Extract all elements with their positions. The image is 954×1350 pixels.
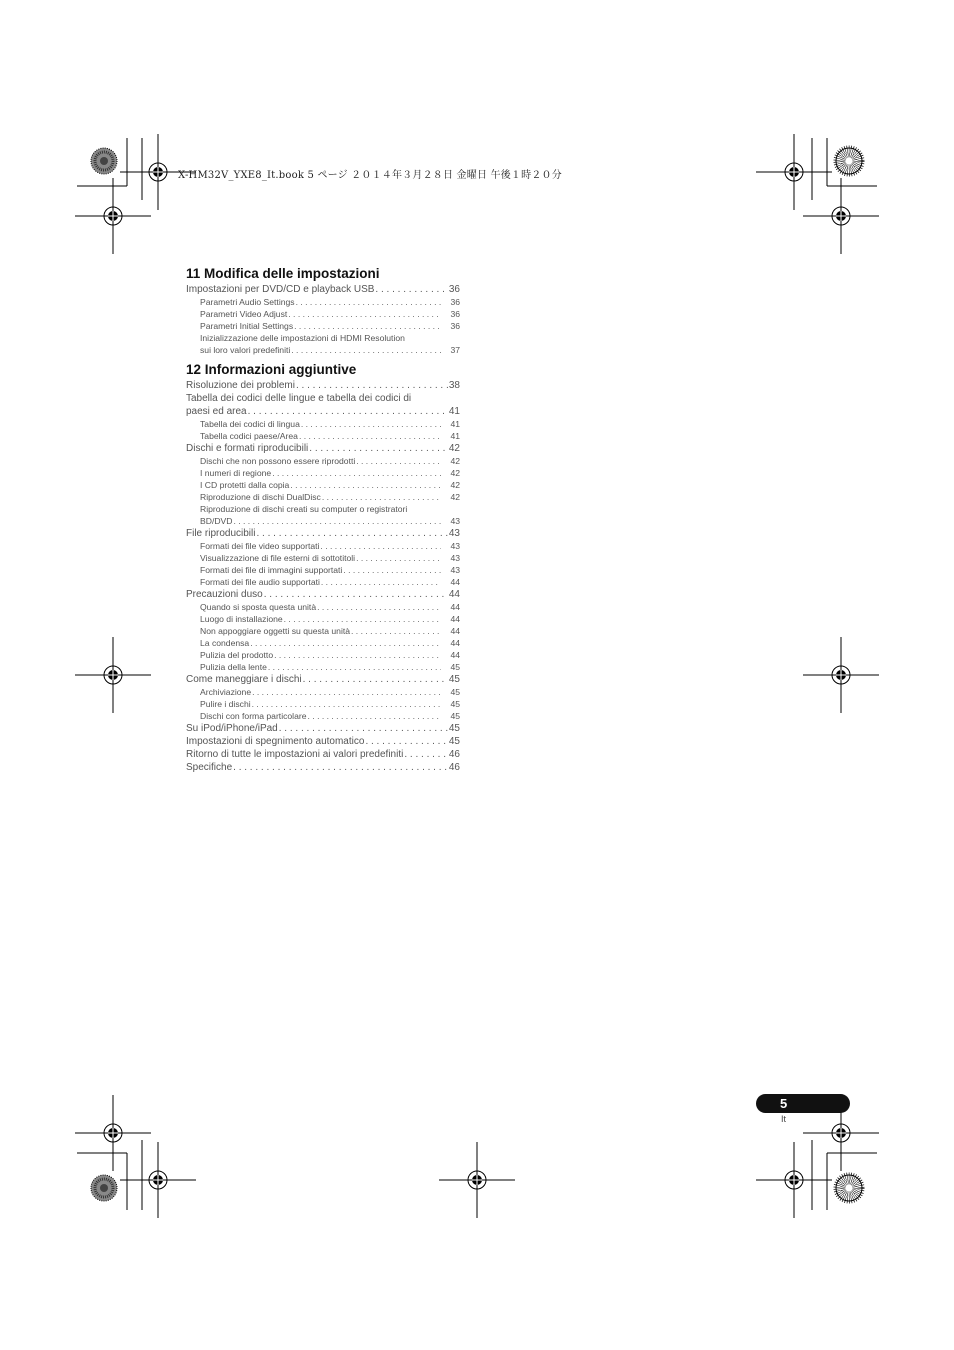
toc-entry-title: Tabella codici paese/Area (200, 431, 298, 441)
dot-leader (264, 588, 448, 601)
toc-entry-page: 45 (448, 723, 460, 734)
toc-entry (186, 527, 460, 540)
toc-entry-title: sui loro valori predefiniti (200, 345, 291, 355)
toc-entry-page: 43 (450, 553, 460, 563)
toc-entry-page: 42 (450, 456, 460, 466)
toc-entry-title: Impostazioni per DVD/CD e playback USB (186, 284, 375, 295)
toc-entry-title: Quando si sposta questa unità (200, 602, 317, 612)
toc-entry (186, 686, 460, 698)
toc-entry-page: 44 (450, 577, 460, 587)
toc-entry (186, 637, 460, 649)
toc-entry-title: Parametri Video Adjust (200, 309, 288, 319)
toc-entry-page: 42 (448, 443, 460, 454)
toc-entry-title: Su iPod/iPhone/iPad (186, 723, 278, 734)
dot-leader (233, 761, 448, 774)
toc-entry-title: paesi ed area (186, 406, 247, 417)
toc-entry-page: 36 (450, 297, 460, 307)
toc-entry (186, 673, 460, 686)
toc-entry-page: 41 (448, 406, 460, 417)
dot-leader (250, 637, 441, 649)
toc-entry (186, 540, 460, 552)
dot-leader (308, 710, 441, 722)
dot-leader (284, 613, 441, 625)
toc-entry-page: 45 (450, 662, 460, 672)
toc-entry (186, 308, 460, 320)
dot-leader (252, 698, 441, 710)
toc-entry-title: Pulizia del prodotto (200, 650, 274, 660)
print-header: X-HM32V_YXE8_It.book 5 ページ ２０１４年３月２８日 金曜日 午後１時２０分 (178, 170, 562, 181)
dot-leader (375, 283, 447, 296)
toc-entry-wrap-line: Riproduzione di dischi creati su computer o registratori (200, 504, 408, 514)
toc-entry-page: 45 (450, 699, 460, 709)
toc-entry-page: 43 (450, 516, 460, 526)
toc-entry (186, 442, 460, 455)
toc-entry (186, 455, 460, 467)
toc-entry-title: Dischi con forma particolare (200, 711, 307, 721)
toc-entry-title: File riproducibili (186, 528, 256, 539)
page-number-badge (756, 1094, 850, 1113)
toc-entry-page: 38 (448, 380, 460, 391)
dot-leader (320, 540, 441, 552)
toc-entry-title: I numeri di regione (200, 468, 272, 478)
toc-entry-page: 43 (448, 528, 460, 539)
dot-leader (404, 748, 448, 761)
toc-entry-title: Risoluzione dei problemi (186, 380, 295, 391)
toc-entry-page: 45 (450, 687, 460, 697)
toc-entry-page: 43 (450, 565, 460, 575)
toc-entry-page: 42 (450, 492, 460, 502)
toc-entry-title: Parametri Initial Settings (200, 321, 294, 331)
language-code: It (781, 1114, 787, 1124)
dot-leader (294, 320, 441, 332)
dot-leader (365, 735, 447, 748)
toc-entry-page: 45 (450, 711, 460, 721)
toc-entry-title: Come maneggiare i dischi (186, 674, 302, 685)
toc-entry-title: Non appoggiare oggetti su questa unità (200, 626, 351, 636)
toc-entry (186, 430, 460, 442)
toc-entry-title: La condensa (200, 638, 250, 648)
dot-leader (248, 405, 448, 418)
toc-entry (186, 661, 460, 673)
dot-leader (274, 649, 441, 661)
dot-leader (268, 661, 441, 673)
toc-entry-title: Parametri Audio Settings (200, 297, 295, 307)
toc-entry (186, 552, 460, 564)
toc-entry-page: 41 (450, 431, 460, 441)
toc-entry-page: 37 (450, 345, 460, 355)
toc-entry (186, 491, 460, 503)
toc-entry (186, 379, 460, 392)
dot-leader (290, 479, 441, 491)
toc-entry-page: 46 (448, 749, 460, 760)
toc-entry (186, 564, 460, 576)
dot-leader (351, 625, 441, 637)
toc-entry-page: 45 (448, 674, 460, 685)
dot-leader (256, 527, 447, 540)
toc-entry-title: Visualizzazione di file esterni di sottotitoli (200, 553, 356, 563)
dot-leader (309, 442, 448, 455)
toc-entry (186, 625, 460, 637)
dot-leader (252, 686, 441, 698)
toc-entry (186, 479, 460, 491)
toc-entry (186, 588, 460, 601)
toc-entry-page: 41 (450, 419, 460, 429)
toc-entry-title: I CD protetti dalla copia (200, 480, 290, 490)
toc-entry-title: Dischi che non possono essere riprodotti (200, 456, 356, 466)
toc-entry (186, 698, 460, 710)
toc-entry-page: 36 (450, 309, 460, 319)
toc-entry-wrap-line: Inizializzazione delle impostazioni di HDMI Resolution (200, 333, 405, 343)
toc-entry-page: 44 (450, 602, 460, 612)
dot-leader (303, 673, 448, 686)
toc-entry-title: Pulizia della lente (200, 662, 267, 672)
toc-entry-title: Pulire i dischi (200, 699, 251, 709)
dot-leader (356, 455, 441, 467)
toc-entry-page: 44 (450, 638, 460, 648)
page-number: 5 (780, 1096, 788, 1111)
toc-entry (186, 576, 460, 588)
toc-entry (186, 722, 460, 735)
table-of-contents (186, 266, 460, 774)
toc-entry-page: 44 (450, 614, 460, 624)
toc-entry-title: Archiviazione (200, 687, 252, 697)
dot-leader (288, 308, 441, 320)
toc-entry-title: Luogo di installazione (200, 614, 283, 624)
dot-leader (279, 722, 448, 735)
toc-entry-page: 36 (450, 321, 460, 331)
toc-entry-page: 44 (448, 589, 460, 600)
dot-leader (291, 344, 441, 356)
toc-entry-page: 43 (450, 541, 460, 551)
toc-entry (186, 613, 460, 625)
dot-leader (272, 467, 441, 479)
toc-entry-page: 44 (450, 650, 460, 660)
section-title: 11 Modifica delle impostazioni (186, 266, 380, 281)
toc-entry (186, 344, 460, 356)
toc-entry (186, 735, 460, 748)
toc-entry-title: Formati dei file audio supportati (200, 577, 320, 587)
toc-entry-page: 42 (450, 480, 460, 490)
toc-entry (186, 748, 460, 761)
toc-entry (186, 601, 460, 613)
toc-entry (186, 296, 460, 308)
dot-leader (296, 379, 448, 392)
dot-leader (321, 576, 441, 588)
toc-entry-title: Dischi e formati riproducibili (186, 443, 309, 454)
toc-entry (186, 467, 460, 479)
toc-entry (186, 320, 460, 332)
toc-entry-title: Impostazioni di spegnimento automatico (186, 736, 365, 747)
toc-entry-page: 36 (448, 284, 460, 295)
toc-entry (186, 761, 460, 774)
dot-leader (299, 430, 441, 442)
toc-entry (186, 418, 460, 430)
toc-entry (186, 515, 460, 527)
dot-leader (317, 601, 441, 613)
section-title: 12 Informazioni aggiuntive (186, 362, 357, 377)
dot-leader (296, 296, 441, 308)
toc-entry-title: Ritorno di tutte le impostazioni ai valori predefiniti (186, 749, 404, 760)
toc-entry-title: Specifiche (186, 762, 233, 773)
toc-entry-title: Riproduzione di dischi DualDisc (200, 492, 321, 502)
dot-leader (356, 552, 441, 564)
toc-entry-title: BD/DVD (200, 516, 233, 526)
toc-entry (186, 283, 460, 296)
toc-entry-wrap-line: Tabella dei codici delle lingue e tabella dei codici di (186, 393, 412, 404)
dot-leader (233, 515, 441, 527)
dot-leader (343, 564, 441, 576)
toc-entry-title: Formati dei file video supportati (200, 541, 320, 551)
toc-entry-title: Tabella dei codici di lingua (200, 419, 300, 429)
toc-entry-page: 46 (448, 762, 460, 773)
dot-leader (301, 418, 441, 430)
toc-entry (186, 710, 460, 722)
toc-entry (186, 649, 460, 661)
dot-leader (322, 491, 441, 503)
toc-entry-page: 45 (448, 736, 460, 747)
toc-entry-title: Precauzioni duso (186, 589, 263, 600)
toc-entry-page: 44 (450, 626, 460, 636)
toc-entry-page: 42 (450, 468, 460, 478)
toc-entry (186, 405, 460, 418)
toc-entry-title: Formati dei file di immagini supportati (200, 565, 343, 575)
